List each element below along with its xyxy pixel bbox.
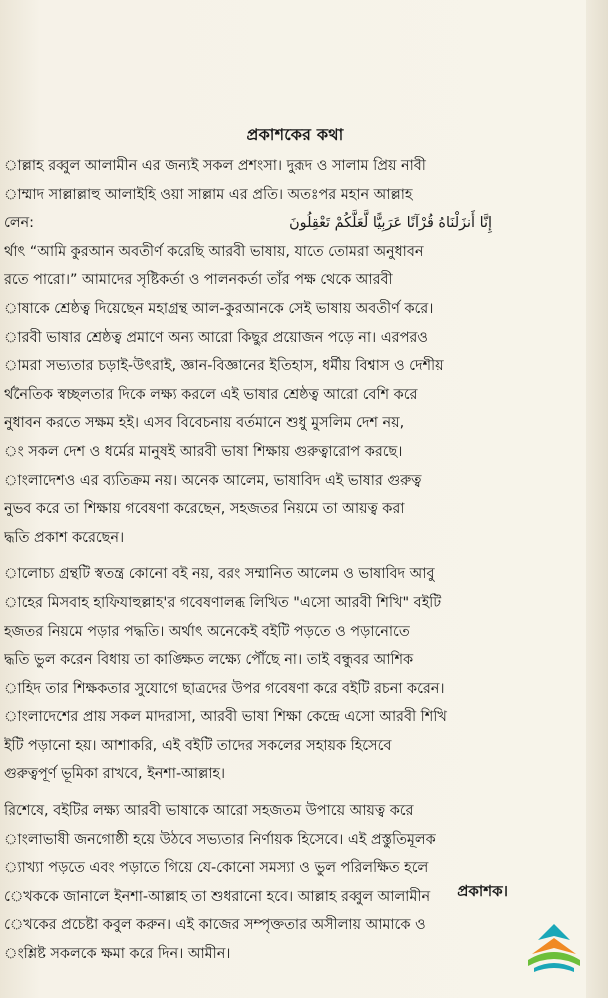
text-line: াষাকে শ্রেষ্ঠত্ব দিয়েছেন মহাগ্রন্থ আল-কুরআনকে সেই ভাষায় অবতীর্ণ করে। (4, 300, 434, 317)
text-line: াম্মাদ সাল্লাল্লাহু আলাইহি ওয়া সাল্লাম এর প্রতি। অতঃপর মহান আল্লাহ (4, 186, 413, 203)
text-line: দ্ধতি ভুল করেন বিধায় তা কাঙ্ক্ষিত লক্ষ্যে পৌঁছে না। তাই বন্ধুবর আশিক (4, 652, 414, 669)
text-line: েখকের প্রচেষ্টা কবুল করুন। এই কাজের সম্পৃক্ততার অসীলায় আমাকে ও (4, 917, 426, 934)
page-edge (586, 0, 608, 998)
text-line: ারবী ভাষার শ্রেষ্ঠত্ব প্রমাণে অন্য আরো কিছুর প্রয়োজন পড়ে না। এরপরও (4, 329, 428, 346)
text-line: ং সকল দেশ ও ধর্মের মানুষই আরবী ভাষা শিক্ষায় গুরুত্বারোপ করছে। (4, 443, 403, 460)
text-line: াল্লাহ রব্বুল আলামীন এর জন্যই সকল প্রশংসা। দুরূদ ও সালাম প্রিয় নাবী (4, 158, 426, 174)
text-line: রিশেষে, বইটির লক্ষ্য আরবী ভাষাকে আরো সহজতম উপায়ে আয়ত্ব করে (4, 803, 414, 820)
paragraph-gap (4, 552, 582, 560)
text-line: ্যাখ্যা পড়তে এবং পড়াতে গিয়ে যে-কোনো সমস্যা ও ভুল পরিলক্ষিত হলে (4, 860, 429, 877)
paragraph-gap (4, 789, 582, 797)
text-line: াহিদ তার শিক্ষকতার সুযোগে ছাত্রদের উপর গবেষণা করে বইটি রচনা করেন। (4, 680, 445, 697)
text-line: র্থাৎ “আমি কুরআন অবতীর্ণ করেছি আরবী ভাষায়, যাতে তোমরা অনুধাবন (4, 243, 424, 260)
text-line: রতে পারো।” আমাদের সৃষ্টিকর্তা ও পালনকর্তা তাঁর পক্ষ থেকে আরবী (4, 272, 393, 289)
text-line: ইটি পড়ানো হয়। আশাকরি, এই বইটি তাদের সকলের সহায়ক হিসেবে (4, 737, 392, 754)
text-line: নুধাবন করতে সক্ষম হই। এসব বিবেচনায় বর্তমানে শুধু মুসলিম দেশ নয়, (4, 415, 405, 432)
text-line-label: লেন: (4, 215, 34, 232)
text-line: র্থনৈতিক স্বচ্ছলতার দিকে লক্ষ্য করলে এই ভাষার শ্রেষ্ঠত্ব আরো বেশি করে (4, 386, 418, 403)
text-line: হজতর নিয়মে পড়ার পদ্ধতি। অর্থাৎ অনেকেই বইটি পড়তে ও পড়ানোতে (4, 623, 410, 640)
signature: প্রকাশক। (457, 882, 508, 900)
body-text (4, 152, 582, 969)
text-line: গুরুত্বপূর্ণ ভূমিকা রাখবে, ইনশা-আল্লাহ। (4, 766, 226, 783)
text-line: াহের মিসবাহ হাফিযাহুল্লাহ'র গবেষণালব্ধ লিখিত "এসো আরবী শিখি" বইটি (4, 594, 442, 611)
text-line: ামরা সভ্যতার চড়াই-উৎরাই, জ্ঞান-বিজ্ঞানের ইতিহাস, ধর্মীয় বিশ্বাস ও দেশীয় (4, 358, 444, 375)
text-line: দ্ধতি প্রকাশ করেছেন। (4, 529, 125, 546)
text-line: েখককে জানালে ইনশা-আল্লাহ তা শুধরানো হবে। আল্লাহ রব্বুল আলামীন (4, 888, 431, 905)
publisher-logo-icon (514, 920, 594, 980)
page-title: প্রকাশকের কথা (246, 125, 344, 144)
text-line: ংশ্লিষ্ট সকলকে ক্ষমা করে দিন। আমীন। (4, 946, 231, 963)
text-line: াংলাভাষী জনগোষ্ঠী হয়ে উঠবে সভ্যতার নির্ণায়ক হিসেবে। এই প্রস্তুতিমূলক (4, 831, 436, 848)
text-line: নুভব করে তা শিক্ষায় গবেষণা করেছেন, সহজতর নিয়মে তা আয়ত্ব করা (4, 501, 405, 518)
text-line: ালোচ্য গ্রন্থটি স্বতন্ত্র কোনো বই নয়, বরং সম্মানিত আলেম ও ভাষাবিদ আবু (4, 566, 435, 583)
text-line: াংলাদেশও এর ব্যতিক্রম নয়। অনেক আলেম, ভাষাবিদ এই ভাষার গুরুত্ব (4, 472, 422, 489)
arabic-verse-line (4, 209, 582, 238)
arabic-verse: إِنَّا أَنزَلْنَاهُ قُرْآنًا عَرَبِيًّا لَّعَلَّكُمْ تَعْقِلُونَ (289, 215, 492, 232)
text-line: াংলাদেশের প্রায় সকল মাদরাসা, আরবী ভাষা শিক্ষা কেন্দ্রে এসো আরবী শিখি (4, 709, 447, 726)
